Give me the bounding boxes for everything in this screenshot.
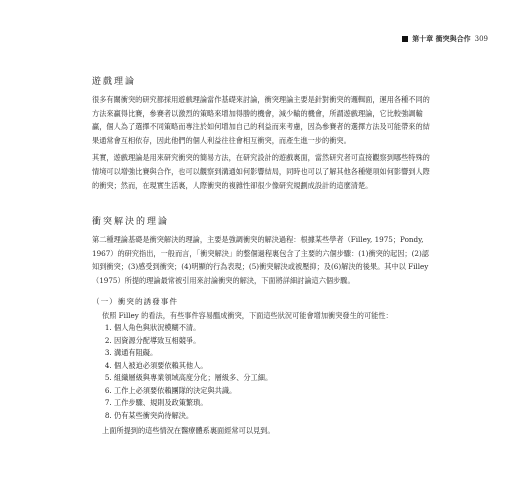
list-item: 5. 組織層級與專業領域高度分化；層級多、分工細。 [114,372,432,385]
running-header [402,34,488,44]
chapter-title: 第十章 衝突與合作 [412,35,471,43]
list-item: 4. 個人被迫必須要依賴其他人。 [114,360,432,373]
section-title-game-theory: 遊戲理論 [92,77,137,87]
subsection-title: （一）衝突的誘發事件 [92,296,178,306]
conditions-list [92,322,432,422]
closing-sentence: 上面所提到的這些情況在醫療體系裏面經常可以見到。 [102,426,275,436]
list-item: 7. 工作步驟、規則及政策繁瑣。 [114,397,432,410]
paragraph: 其實，遊戲理論是用來研究衝突的簡易方法，在研究設計的遊戲裏面，當然研究者可直接觀察到哪些特殊的情境可以增強比賽與合作，也可以觀察到溝通如何影響結局，同時也可以了解其他各種變項如何影響到人際的衝突；然而，在現實生活裏，人際衝突的複雜性卻很少像研究規劃成設計的這麼清楚。 [92,153,430,190]
list-item: 2. 因資源分配導致互相競爭。 [114,335,432,348]
paragraph: 很多有關衝突的研究都採用遊戲理論當作基礎來討論，衝突理論主要是針對衝突的邏輯面，運用各種不同的方法來贏得比賽，參賽者以激烈的策略來增加得勝的機會，減少輸的機會，所謂遊戲理論，它比較強調輸贏，個人為了選擇不同策略而專注於如何增加自己的利益而來考慮，因為參賽者的選擇方法及可能帶來的結果通常會互相依存，因此他們的個人利益往往會相互衝突，而產生進一步的衝突。 [92,95,430,145]
list-item: 8. 仍有某些衝突尚待解決。 [114,410,432,423]
section-title-conflict-resolution: 衝突解決的理論 [92,217,170,228]
list-item: 3. 溝通有阻礙。 [114,347,432,360]
page-number: 309 [474,35,488,43]
chapter-marker-icon [402,36,408,42]
page-body [92,68,432,437]
list-item: 1. 個人角色與狀況模糊不清。 [114,322,432,335]
paragraph: 第二種理論基礎是衝突解決的理論，主要是強調衝突的解決過程：根據某些學者（Filley, 1975；Pondy, 1967）的研究指出，一般而言，「衝突解決」的整個過程裏包含了主要的六個步驟：(1)衝突的起因；(2)認知到衝突；(3)感受到衝突；(4)明顯的行為表現；(5)衝突解決或被壓抑；及(6)解決的後果。其中以 Filley（1975）所提的理論最常被引用來討論衝突的解決，下面將詳細討論這六個步驟。 [92,235,429,285]
paragraph: 依照 Filley 的看法，有些事件容易醞成衝突，下面這些狀況可能會增加衝突發生的可能性： [102,310,393,320]
list-item: 6. 工作上必須要依賴團隊的決定與共識。 [114,385,432,398]
